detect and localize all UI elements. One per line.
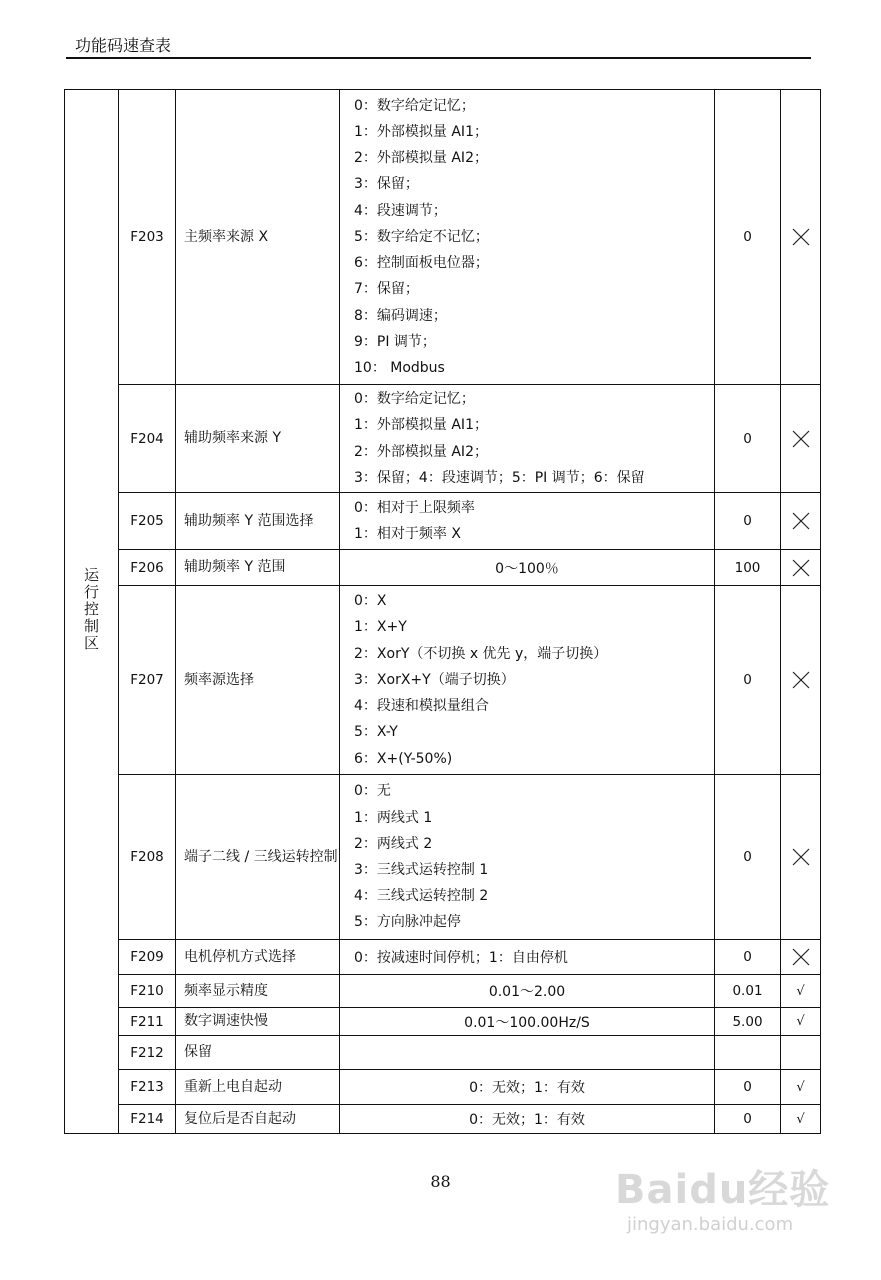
default-cell: 5.00 [715,1008,781,1036]
watermark-url: jingyan.baidu.com [627,1214,794,1235]
name-cell: 端子二线 / 三线运转控制 [176,775,340,940]
modify-cell [781,90,821,385]
option-line: 6：X+(Y-50%) [354,750,453,767]
baidu-watermark [615,1148,840,1258]
name-cell: 频率源选择 [176,586,340,775]
option-line: 1：两线式 1 [354,809,433,826]
option-line: 7：保留； [354,281,419,298]
default-cell: 0 [715,1105,781,1134]
table-row [65,975,821,1008]
page-number: 88 [430,1172,451,1191]
option-line: 8：编码调速； [354,307,447,324]
modifiable-check-icon: √ [781,1070,821,1105]
default-cell [715,1036,781,1070]
option-line: 0：相对于上限频率 [354,499,475,516]
code-cell: F208 [119,775,176,940]
option-line: 2：外部模拟量 AI2； [354,443,488,460]
default-cell: 0 [715,90,781,385]
default-cell: 0 [715,940,781,975]
page-header-title: 功能码速查表 [75,36,172,55]
range-cell: 0.01～100.00Hz/S [340,1008,715,1036]
table-row [65,385,821,493]
option-line: 6：控制面板电位器； [354,255,489,272]
option-line: 2：外部模拟量 AI2； [354,150,488,167]
range-cell [340,1036,715,1070]
modify-cell [781,1036,821,1070]
table-row [65,493,821,550]
option-line: 0：数字给定记忆； [354,391,475,408]
table-row [65,940,821,975]
modify-cell [781,940,821,975]
default-cell: 0 [715,586,781,775]
option-line: 3：保留；4：段速调节；5：PI 调节；6：保留 [354,469,645,486]
code-cell: F213 [119,1070,176,1105]
code-cell: F203 [119,90,176,385]
modify-cell [781,586,821,775]
code-cell: F211 [119,1008,176,1036]
watermark-brand: Baidu经验 [615,1167,831,1213]
zone-label: 运行控制区 [82,567,100,652]
name-cell: 重新上电自起动 [176,1070,340,1105]
name-cell: 辅助频率 Y 范围 [176,550,340,586]
table-row [65,550,821,586]
option-line: 4：段速调节； [354,202,447,219]
default-cell: 0 [715,775,781,940]
name-cell: 电机停机方式选择 [176,940,340,975]
code-cell: F210 [119,975,176,1008]
option-line: 9：PI 调节； [354,333,436,350]
default-cell: 0 [715,493,781,550]
option-line: 0：数字给定记忆； [354,97,475,114]
code-cell: F204 [119,385,176,493]
modifiable-check-icon: √ [781,1105,821,1134]
code-cell: F214 [119,1105,176,1134]
default-cell: 0 [715,385,781,493]
name-cell: 辅助频率来源 Y [176,385,340,493]
option-line: 1：外部模拟量 AI1； [354,124,488,141]
name-cell: 主频率来源 X [176,90,340,385]
code-cell: F209 [119,940,176,975]
option-line: 5：X-Y [354,724,398,741]
table-row [65,1105,821,1134]
option-line: 3：保留； [354,176,419,193]
modifiable-check-icon: √ [781,975,821,1008]
range-cell [340,385,715,493]
table-row [65,586,821,775]
option-line: 5：数字给定不记忆； [354,228,489,245]
range-cell [340,586,715,775]
header-divider [66,57,811,59]
option-line: 4：段速和模拟量组合 [354,698,489,715]
not-modifiable-icon [792,848,810,866]
table-row [65,1070,821,1105]
code-cell: F207 [119,586,176,775]
range-cell: 0：按减速时间停机；1：自由停机 [340,940,715,975]
code-cell: F212 [119,1036,176,1070]
range-cell: 0：无效；1：有效 [340,1105,715,1134]
option-line: 5：方向脉冲起停 [354,914,461,931]
code-cell: F205 [119,493,176,550]
option-line: 1：外部模拟量 AI1； [354,417,488,434]
default-cell: 0.01 [715,975,781,1008]
default-cell: 0 [715,1070,781,1105]
option-line: 10： Modbus [354,359,445,376]
not-modifiable-icon [792,671,810,689]
option-line: 3：三线式运转控制 1 [354,862,489,878]
table-row [65,90,821,385]
option-line: 2：XorY（不切换 x 优先 y，端子切换） [354,645,608,662]
option-line: 1：相对于频率 X [354,526,461,542]
modifiable-check-icon: √ [781,1008,821,1036]
name-cell: 复位后是否自起动 [176,1105,340,1134]
table-row [65,775,821,940]
option-line: 1：X+Y [354,619,407,636]
range-cell [340,775,715,940]
not-modifiable-icon [792,430,810,448]
default-cell: 100 [715,550,781,586]
not-modifiable-icon [792,512,810,530]
not-modifiable-icon [792,228,810,246]
range-cell: 0.01～2.00 [340,975,715,1008]
name-cell: 保留 [176,1036,340,1070]
range-cell [340,90,715,385]
modify-cell [781,550,821,586]
code-cell: F206 [119,550,176,586]
not-modifiable-icon [792,559,810,577]
range-cell [340,493,715,550]
name-cell: 数字调速快慢 [176,1008,340,1036]
table-row [65,1008,821,1036]
option-line: 2：两线式 2 [354,835,433,852]
table-row [65,1036,821,1070]
modify-cell [781,775,821,940]
option-line: 4：三线式运转控制 2 [354,888,489,905]
option-line: 0：无 [354,783,391,800]
range-cell: 0～100％ [340,550,715,586]
zone-cell [65,90,119,1134]
function-code-table [64,89,821,1134]
not-modifiable-icon [792,948,810,966]
range-cell: 0：无效；1：有效 [340,1070,715,1105]
name-cell: 频率显示精度 [176,975,340,1008]
option-line: 0：X [354,593,387,610]
modify-cell [781,385,821,493]
modify-cell [781,493,821,550]
option-line: 3：XorX+Y（端子切换） [354,671,515,688]
name-cell: 辅助频率 Y 范围选择 [176,493,340,550]
